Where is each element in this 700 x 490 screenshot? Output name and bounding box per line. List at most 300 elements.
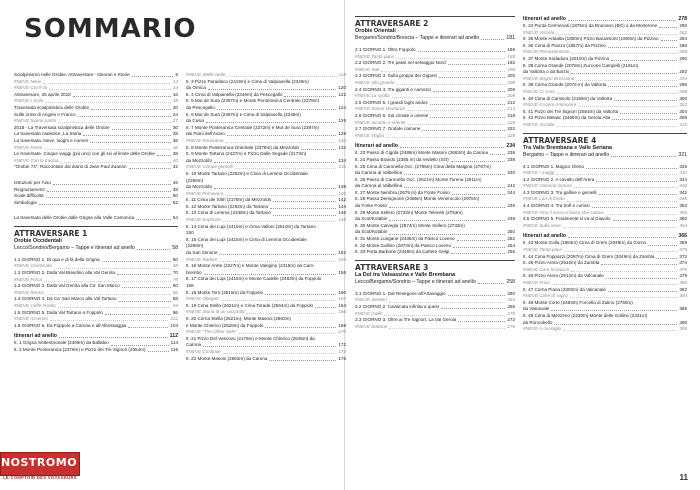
toc-note-entry[interactable]	[14, 158, 178, 165]
dot-leader	[620, 113, 677, 114]
toc-entry[interactable]	[523, 240, 687, 247]
toc-note-entry[interactable]	[523, 30, 687, 37]
toc-entry-page: 238	[507, 156, 515, 162]
dot-leader	[430, 117, 505, 118]
toc-entry[interactable]	[355, 243, 515, 250]
toc-entry[interactable]	[186, 151, 346, 158]
toc-entry[interactable]	[186, 210, 346, 217]
toc-entry[interactable]	[355, 164, 515, 171]
toc-entry-title: #NEVE Neve	[14, 78, 42, 84]
toc-entry-title: It. 12 Monte Tartano (2292m) da Tartano	[186, 203, 269, 209]
toc-entry[interactable]	[14, 105, 178, 112]
toc-entry[interactable]	[186, 131, 346, 138]
toc-entry[interactable]	[355, 291, 515, 298]
toc-entry-title: #NEVE Storia di un racconto	[186, 309, 245, 315]
toc-entry[interactable]	[355, 100, 515, 107]
toc-entry[interactable]	[355, 249, 515, 256]
dot-leader	[586, 168, 677, 169]
toc-entry[interactable]	[14, 323, 178, 330]
toc-entry[interactable]	[14, 296, 178, 303]
toc-entry-page: 378	[679, 273, 687, 279]
toc-entry[interactable]	[14, 112, 178, 119]
toc-entry-page: 54	[172, 215, 178, 221]
toc-note-entry[interactable]	[523, 49, 687, 56]
toc-entry-title: 2.1 GIORNO 1. Oltre Foppolo	[355, 47, 416, 52]
toc-note-entry[interactable]	[14, 263, 178, 270]
toc-entry[interactable]	[14, 72, 178, 79]
section-line: Lecco/Bergamo/Sondrio – Tappe e itinerari ad anello 258	[355, 278, 515, 285]
toc-note-entry[interactable]	[523, 89, 687, 96]
toc-entry-title: It. 4 Cima di Valpianella (2349m) da Pescegallo	[186, 91, 283, 97]
toc-entry-page: 376	[679, 266, 687, 272]
dot-leader	[608, 86, 677, 87]
toc-note-entry[interactable]	[355, 106, 515, 113]
dot-leader	[389, 302, 505, 303]
toc-note-entry[interactable]	[355, 93, 515, 100]
toc-entry[interactable]	[186, 92, 346, 99]
dot-leader	[273, 201, 336, 202]
toc-entry[interactable]	[355, 203, 515, 210]
toc-entry-title: 2.6 GIORNO 6. Sul crinale a oriente	[355, 112, 429, 118]
toc-note-entry[interactable]	[14, 85, 178, 92]
group-heading: Itinerari ad anello 278	[523, 16, 687, 22]
toc-entry-page: 128	[338, 131, 346, 137]
toc-entry-title: #NEVE Lari di fondo	[523, 196, 565, 202]
toc-note-entry[interactable]	[355, 80, 515, 87]
dot-leader	[60, 162, 170, 163]
toc-entry[interactable]	[355, 170, 515, 177]
toc-entry-page: 300	[679, 95, 687, 101]
toc-entry[interactable]	[355, 177, 515, 184]
toc-note-entry[interactable]	[523, 267, 687, 274]
toc-entry[interactable]	[186, 204, 346, 211]
toc-entry[interactable]	[523, 300, 687, 307]
dot-leader	[408, 124, 506, 125]
toc-note-entry[interactable]	[186, 329, 346, 336]
toc-note-entry[interactable]	[355, 67, 515, 74]
toc-note-entry[interactable]	[523, 122, 687, 129]
toc-entry[interactable]	[186, 224, 346, 231]
toc-entry[interactable]	[523, 287, 687, 294]
toc-entry[interactable]	[186, 276, 346, 283]
dot-leader	[381, 71, 505, 72]
toc-note-entry[interactable]	[186, 296, 346, 303]
toc-entry-title: La traversata. Neve, luoghi e numeri	[14, 137, 89, 143]
toc-entry-title: It. 18 Monte Toro (2515m) da Foppolo	[186, 289, 264, 295]
toc-entry[interactable]	[355, 236, 515, 243]
toc-entry-page: 14	[172, 78, 178, 84]
dot-leader	[102, 261, 171, 262]
toc-entry[interactable]	[186, 158, 346, 165]
toc-entry[interactable]	[355, 113, 515, 120]
toc-note-entry[interactable]	[523, 280, 687, 287]
toc-entry-title: It. 32 Monte Gallino (2873m) da Paisco Loveno	[355, 242, 452, 248]
toc-entry-page: 374	[679, 260, 687, 266]
toc-note-entry[interactable]	[523, 170, 687, 177]
toc-note-entry[interactable]	[355, 120, 515, 127]
toc-entry[interactable]	[355, 157, 515, 164]
toc-entry[interactable]	[523, 109, 687, 116]
toc-entry[interactable]	[186, 342, 346, 349]
dot-leader	[132, 76, 174, 77]
toc-entry[interactable]	[14, 310, 178, 317]
toc-entry-page: 142	[338, 197, 346, 203]
toc-entry-title: It. 1 Grigna Settentrionale (2409m) da Ballabio	[14, 340, 109, 346]
toc-note-entry[interactable]	[14, 290, 178, 297]
toc-entry[interactable]	[186, 230, 346, 237]
toc-entry-title: #NEVE Stelle Nelle	[186, 72, 226, 77]
dot-leader	[551, 310, 677, 311]
toc-entry-title: It. 33 Porta Barbone (2348m) da Carlere Gelgi	[355, 249, 450, 255]
dot-leader	[396, 84, 505, 85]
toc-entry[interactable]	[355, 60, 515, 67]
toc-entry[interactable]	[186, 197, 346, 204]
toc-entry-page: 86	[172, 289, 178, 295]
toc-entry-page: 192	[507, 60, 515, 66]
dot-leader	[39, 204, 171, 205]
toc-entry-title: da Scot/Kotabin	[355, 216, 388, 222]
toc-entry[interactable]	[355, 126, 515, 133]
toc-note-entry[interactable]	[14, 316, 178, 323]
toc-entry-title: #NEVE Cosmicide	[14, 263, 52, 269]
toc-entry[interactable]	[523, 177, 687, 184]
toc-column-3	[355, 14, 515, 333]
toc-entry-title: #NEVE Siamo strutturati	[355, 106, 405, 112]
toc-entry-page: 52	[172, 199, 178, 205]
dot-leader	[44, 149, 171, 150]
toc-entry[interactable]	[186, 237, 346, 244]
toc-entry-page: 20	[172, 104, 178, 110]
toc-entry[interactable]	[186, 336, 346, 343]
dot-leader	[228, 76, 337, 77]
toc-entry[interactable]	[186, 171, 346, 178]
toc-entry-title: It. 3 Pizzo Paradisco (2419m) e Cima di Valpianella (2349m)	[186, 78, 309, 84]
toc-entry[interactable]	[523, 216, 687, 223]
dot-leader	[269, 360, 336, 361]
toc-entry-page: 306	[679, 115, 687, 121]
toc-note-entry[interactable]	[186, 217, 346, 224]
toc-entry-page: 266	[507, 304, 515, 309]
dot-leader	[571, 73, 677, 74]
toc-entry-title: #NEVE Siamo partiti	[14, 118, 56, 124]
toc-entry-title: 1.6 GIORNO 6. Da Foppolo a Carona e all'Albossaggia	[14, 322, 127, 328]
toc-note-entry[interactable]	[523, 293, 687, 300]
toc-entry-title: It. 30 Monte Calvegla (2674m) Monte Sellero (2733m)	[355, 222, 465, 228]
toc-note-entry[interactable]	[523, 183, 687, 190]
toc-note-entry[interactable]	[14, 303, 178, 310]
toc-entry-title: It. 25 Cima di Caronella Occ. (2796m) Cima della Malgina (2767m)	[355, 163, 491, 169]
toc-note-entry[interactable]	[14, 277, 178, 284]
toc-entry[interactable]	[14, 164, 178, 171]
toc-column-2	[186, 72, 346, 362]
toc-entry[interactable]	[186, 178, 346, 185]
toc-entry-page: 302	[679, 102, 687, 108]
dot-leader	[148, 351, 169, 352]
toc-entry[interactable]	[523, 190, 687, 197]
toc-entry[interactable]	[186, 85, 346, 92]
toc-entry[interactable]	[186, 79, 346, 86]
toc-entry-title: It. 46 Pizzo Arera (2512m) da Valcanale	[523, 273, 604, 279]
toc-entry[interactable]	[355, 196, 515, 203]
toc-entry[interactable]	[186, 290, 346, 297]
toc-entry-page: 380	[679, 280, 687, 285]
toc-entry-title: #NEVE Caffe Fondo	[14, 303, 56, 309]
toc-entry[interactable]	[14, 92, 178, 99]
toc-entry-page: 134	[338, 157, 346, 163]
dot-leader	[204, 274, 337, 275]
toc-entry[interactable]	[186, 303, 346, 310]
toc-note-entry[interactable]	[14, 79, 178, 86]
dot-leader	[265, 294, 336, 295]
dot-leader	[91, 109, 171, 110]
toc-note-entry[interactable]	[355, 324, 515, 331]
toc-entry[interactable]	[186, 118, 346, 125]
toc-entry[interactable]	[14, 340, 178, 347]
dot-leader	[208, 89, 336, 90]
toc-entry-page: 162	[338, 296, 346, 302]
toc-entry[interactable]	[355, 210, 515, 217]
toc-entry[interactable]	[14, 131, 178, 138]
toc-entry[interactable]	[523, 63, 687, 70]
toc-entry[interactable]	[14, 270, 178, 277]
toc-entry-title: It. 35 Monte Aralalta (1800m) Pizzo Baciamorti (1908m) da Pizzino	[523, 36, 659, 42]
toc-note-entry[interactable]	[355, 54, 515, 61]
toc-note-entry[interactable]	[186, 309, 346, 316]
toc-entry[interactable]	[14, 187, 178, 194]
toc-entry[interactable]	[523, 69, 687, 76]
toc-entry-page: 340	[679, 183, 687, 189]
toc-entry[interactable]	[14, 347, 178, 354]
toc-note-entry[interactable]	[523, 223, 687, 230]
toc-note-entry[interactable]	[14, 98, 178, 105]
toc-entry-page: 342	[679, 189, 687, 195]
toc-entry[interactable]	[355, 304, 515, 311]
toc-note-entry[interactable]	[186, 72, 346, 79]
toc-entry[interactable]	[355, 229, 515, 236]
toc-entry-title: It. 21 Pizzo Del Vescovo (2175m) e Monte Chierico (2535m) da	[186, 335, 315, 341]
toc-entry[interactable]	[14, 151, 178, 158]
toc-entry[interactable]	[523, 23, 687, 30]
toc-entry-title: It. 19 Cima Stella (2621m) e Cima Torade (2564m) da Foppolo	[186, 302, 314, 308]
toc-entry[interactable]	[355, 73, 515, 80]
dot-leader	[490, 154, 505, 155]
toc-entry[interactable]	[355, 216, 515, 223]
logo-name: NOSTROMO	[0, 456, 78, 469]
toc-entry-title: 3.2 GIORNO 2. Cavalcata infinita a quest	[355, 304, 440, 309]
toc-entry-title: da Fonte Fosso	[355, 203, 387, 209]
dot-leader	[206, 122, 336, 123]
toc-entry[interactable]	[523, 254, 687, 261]
toc-entry-title: It. 28 Passo Demignone (2485m) Monte Venerocolo (2978m)	[355, 196, 480, 202]
toc-entry[interactable]	[355, 223, 515, 230]
toc-entry[interactable]	[523, 203, 687, 210]
toc-note-entry[interactable]	[186, 257, 346, 264]
dot-leader	[592, 207, 678, 208]
toc-entry[interactable]	[14, 125, 178, 132]
toc-entry-title: 2.5 GIORNO 5. I grandi laghi andini	[355, 99, 428, 105]
toc-entry-title: La traversata maledice, La Storia	[14, 131, 82, 137]
toc-entry[interactable]	[186, 316, 346, 323]
toc-entry[interactable]	[186, 243, 346, 250]
toc-entry[interactable]	[523, 115, 687, 122]
toc-note-entry[interactable]	[355, 133, 515, 140]
toc-entry-title: 2.4 GIORNO 4. Tra giganti e camosci	[355, 86, 432, 92]
dot-leader	[50, 320, 169, 321]
dot-leader	[284, 96, 336, 97]
toc-entry[interactable]	[186, 270, 346, 277]
toc-entry[interactable]	[186, 184, 346, 191]
toc-entry-title: It. 14 Cima dei Lupi (2415m) e Cima Valloni (2510m) da Tartano	[186, 223, 316, 229]
toc-entry[interactable]	[523, 36, 687, 43]
dot-leader	[45, 102, 171, 103]
toc-note-entry[interactable]	[523, 196, 687, 203]
toc-entry[interactable]	[14, 193, 178, 200]
toc-note-entry[interactable]	[14, 145, 178, 152]
dot-leader	[217, 109, 336, 110]
toc-note-entry[interactable]	[186, 138, 346, 145]
toc-entry[interactable]	[523, 82, 687, 89]
toc-entry-title: It. 9 Monte Tartano (2437m) e Pizzo Dalle Segade (2173m)	[186, 151, 307, 157]
dot-leader	[457, 240, 506, 241]
toc-entry-page: 94	[172, 303, 178, 309]
toc-note-entry[interactable]	[523, 102, 687, 109]
toc-entry[interactable]	[355, 87, 515, 94]
toc-entry-title: 1.4 GIORNO 4. Da Ca' San Marco alla Val Tartano	[14, 296, 117, 302]
toc-entry-title: e Monte Chierico (2526m) da Foppolo	[186, 322, 264, 328]
toc-entry-page: 284	[679, 36, 687, 42]
toc-entry[interactable]	[355, 150, 515, 157]
spacer	[14, 171, 178, 180]
toc-entry-title: 2.3 GIORNO 3. Sulla groppa dei Giganti	[355, 73, 437, 79]
toc-entry-title: It. 22 Monte Masoni (2663m) da Carona	[186, 355, 268, 361]
toc-note-entry[interactable]	[186, 191, 346, 198]
dot-leader	[203, 346, 336, 347]
toc-entry-page: 104	[170, 322, 178, 328]
toc-entry[interactable]	[523, 260, 687, 267]
dot-leader	[563, 227, 678, 228]
toc-entry[interactable]	[186, 356, 346, 363]
toc-entry-page: 120	[338, 85, 346, 91]
toc-entry-page: 102	[170, 316, 178, 322]
toc-entry-title: It. 34 Punta Cermenati (1875m) da Brumano (BG) o da Morterone	[523, 23, 658, 28]
toc-entry-title: Simbologia	[14, 199, 37, 205]
toc-entry[interactable]	[14, 180, 178, 187]
toc-entry-page: 240	[507, 170, 515, 176]
toc-entry-title: #NEVE Cos'è fa	[14, 85, 48, 91]
toc-entry[interactable]	[355, 190, 515, 197]
toc-entry-title: It. 31 Monte Lungane (2436m) da Paisco Loveno	[355, 236, 455, 242]
toc-entry[interactable]	[14, 283, 178, 290]
toc-entry-title: #NEVE Alla grande	[355, 79, 395, 85]
toc-note-entry[interactable]	[523, 210, 687, 217]
dot-leader	[223, 353, 337, 354]
toc-note-entry[interactable]	[14, 118, 178, 125]
toc-note-entry[interactable]	[186, 164, 346, 171]
dot-leader	[136, 219, 170, 220]
toc-note-entry[interactable]	[523, 76, 687, 83]
toc-note-entry[interactable]	[355, 311, 515, 318]
toc-entry[interactable]	[14, 257, 178, 264]
toc-entry[interactable]	[186, 112, 346, 119]
toc-entry-page: 260	[507, 290, 515, 296]
toc-entry-title: #NEVE Galle	[355, 310, 383, 316]
toc-entry-page: 290	[679, 55, 687, 61]
toc-entry[interactable]	[186, 263, 346, 270]
toc-entry-title: da Pescegallo	[186, 104, 215, 110]
section-subtitle: La Dol tra Valsassina e Valle Brembana	[355, 271, 456, 278]
toc-entry-page: 386	[679, 306, 687, 312]
dot-leader	[389, 234, 505, 235]
dot-leader	[273, 215, 336, 216]
toc-entry[interactable]	[523, 43, 687, 50]
dot-leader	[458, 321, 505, 322]
toc-entry[interactable]	[523, 164, 687, 171]
toc-note-entry[interactable]	[355, 297, 515, 304]
toc-entry[interactable]	[355, 317, 515, 324]
dot-leader	[235, 168, 337, 169]
toc-entry[interactable]	[186, 323, 346, 330]
toc-entry[interactable]	[14, 138, 178, 145]
toc-entry-page: 172	[338, 342, 346, 348]
toc-entry[interactable]	[186, 125, 346, 132]
dot-leader	[451, 253, 505, 254]
toc-entry-title: It. 27 Monte Nembra (2678 m) da Fonte Fosso	[355, 189, 450, 195]
toc-entry[interactable]	[186, 98, 346, 105]
toc-entry[interactable]	[14, 200, 178, 207]
toc-entry[interactable]	[186, 283, 346, 290]
toc-entry[interactable]	[186, 250, 346, 257]
toc-entry-page: 166	[338, 309, 346, 315]
dot-leader	[157, 155, 171, 156]
toc-entry-page: 154	[338, 256, 346, 262]
toc-entry[interactable]	[355, 183, 515, 190]
toc-entry[interactable]	[523, 273, 687, 280]
dot-leader	[430, 104, 506, 105]
toc-note-entry[interactable]	[186, 349, 346, 356]
toc-entry-page: 348	[679, 196, 687, 202]
toc-entry-title: 2.7 GIORNO 7. Ondate camune	[355, 126, 421, 132]
toc-entry-title: #NEVE Obegatt	[186, 296, 219, 302]
toc-entry-page: 396	[679, 326, 687, 332]
toc-entry[interactable]	[523, 306, 687, 313]
toc-entry[interactable]	[186, 145, 346, 152]
toc-entry[interactable]	[186, 105, 346, 112]
toc-entry[interactable]	[14, 215, 178, 222]
toc-entry[interactable]	[355, 47, 515, 54]
toc-note-entry[interactable]	[523, 326, 687, 333]
toc-entry[interactable]	[523, 313, 687, 320]
dot-leader	[43, 83, 171, 84]
toc-entry[interactable]	[523, 320, 687, 327]
right-page	[347, 0, 700, 490]
toc-entry-page: 80	[172, 283, 178, 289]
toc-entry-page: 152	[338, 250, 346, 256]
dot-leader	[129, 168, 171, 169]
toc-entry[interactable]	[523, 56, 687, 63]
toc-entry-page: 46	[172, 179, 178, 185]
toc-entry-title: #NEVE Fermi	[14, 144, 43, 150]
dot-leader	[557, 93, 677, 94]
toc-entry-page: 122	[338, 91, 346, 97]
toc-entry-page: 208	[507, 79, 515, 85]
toc-entry-page: 256	[507, 249, 515, 255]
toc-entry-title: da Cusio	[186, 118, 205, 124]
toc-entry[interactable]	[523, 96, 687, 103]
toc-note-entry[interactable]	[523, 247, 687, 254]
section-subtitle: Tra Valle Brembana e Valle Seriana	[523, 144, 612, 151]
toc-entry-page: 244	[507, 189, 515, 195]
toc-entry-page: 140	[338, 190, 346, 196]
